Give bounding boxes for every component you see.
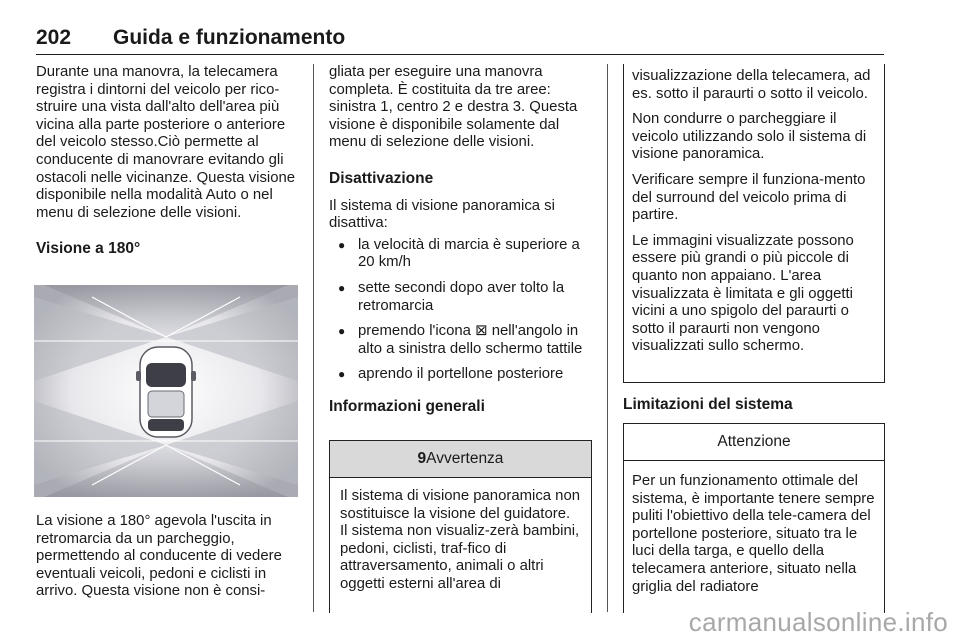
warning-text: Il sistema di visione panoramica non sostituisce la visione del guidatore. Il sistema non visualiz-zerà bambini, pedoni, ciclisti, traf-fico di attraversamento, animali o altri oggetti esterni all'area di [340, 488, 581, 592]
column-divider [313, 64, 314, 612]
list-item: ● aprendo il portellone posteriore [329, 366, 593, 384]
column-1-lower [36, 513, 304, 609]
column-divider [607, 64, 608, 612]
section-heading-informazioni: Informazioni generali [329, 397, 485, 415]
warning-cont-paragraph: Non condurre o parcheggiare il veicolo utilizzando solo il sistema di visione panoramica. [632, 111, 867, 163]
attention-title: Attenzione [624, 424, 884, 461]
intro-paragraph: Durante una manovra, la telecamera registra i dintorni del veicolo per rico-struire una vista dall'alto dell'area più vicina alla parte posteriore o anteriore del veicolo stesso.Ciò permette al conducente di manovrare evitando gli ostacoli nelle vicinanze. Questa visione disponibile nella modalità Auto o nel menu di selezione delle visioni. [36, 64, 296, 221]
deactivation-list [329, 237, 593, 384]
column-1 [36, 64, 304, 268]
warning-title-bar [330, 441, 591, 478]
section-heading-limitazioni: Limitazioni del sistema [623, 396, 793, 413]
page-header [36, 26, 884, 55]
continuation-paragraph: gliata per eseguire una manovra completa. È costituita da tre aree: sinistra 1, centro 2 e destra 3. Questa visione è disponibile solamente dal menu di selezione delle visioni. [329, 64, 578, 151]
warning-box-continuation [623, 64, 885, 383]
attention-box [623, 423, 885, 613]
car-camera-diagram [34, 285, 298, 497]
warning-title: Avvertenza [426, 450, 504, 467]
visione-180-paragraph: La visione a 180° agevola l'uscita in retromarcia da un parcheggio, permettendo al conducente di vedere eventuali veicoli, pedoni e ciclisti in arrivo. Questa visione non è consi- [36, 513, 282, 600]
column-2 [329, 64, 593, 426]
watermark: carmanualsonline.info [688, 607, 948, 637]
list-item: ● sette secondi dopo aver tolto la retromarcia [329, 280, 593, 315]
page-number: 202 [36, 26, 72, 49]
visione-180-illustration [34, 285, 298, 497]
warning-box [329, 440, 592, 613]
list-item: ● la velocità di marcia è superiore a 20 km/h [329, 237, 593, 272]
section-heading-visione-180: Visione a 180° [36, 240, 141, 258]
attention-text: Per un funzionamento ottimale del sistema, è importante tenere sempre puliti l'obiettivo della tele-camera del portellone posteriore, situato tra le luci della targa, e quello della telecamera anteriore, situato nella griglia del radiatore [632, 473, 875, 595]
page-title: Guida e funzionamento [113, 26, 346, 49]
warning-cont-paragraph: visualizzazione della telecamera, ad es. sotto il paraurti o sotto il veicolo. [632, 68, 871, 102]
deactivation-intro: Il sistema di visione panoramica si disattiva: [329, 197, 555, 232]
warning-cont-paragraph: Verificare sempre il funziona-mento del surround del veicolo prima di partire. [632, 171, 866, 224]
warning-cont-paragraph: Le immagini visualizzate possono essere più grandi o più piccole di quanto non appaiano. L'area visualizzata è limitata e gli oggetti vicini a uno spigolo del paraurti o sotto il paraurti non vengono visualizzati sullo schermo. [632, 232, 854, 355]
list-item: ● premendo l'icona ⊠ nell'angolo in alto a sinistra dello schermo tattile [329, 323, 593, 358]
warning-icon: 9 [417, 450, 427, 467]
car-top-view [136, 347, 196, 437]
section-heading-disattivazione: Disattivazione [329, 169, 434, 187]
